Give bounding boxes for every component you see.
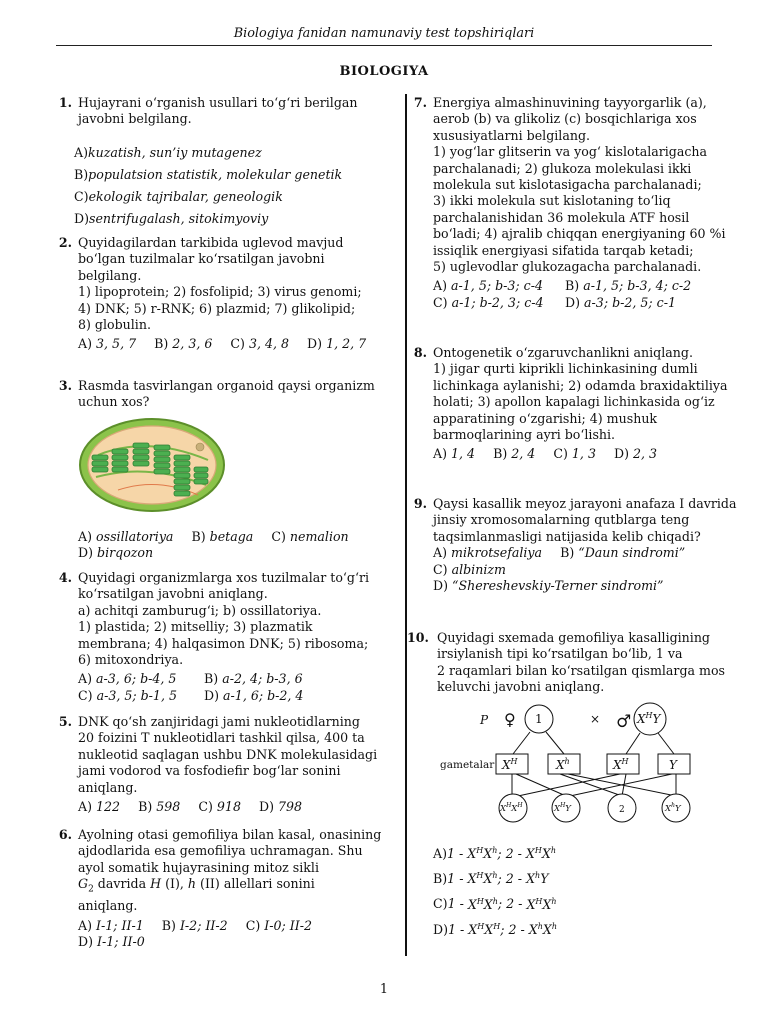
- question-text-line: jami vodorod va fosfodiefir bog‘lar sonini: [78, 763, 341, 779]
- option-c[interactable]: C) nemalion: [271, 528, 349, 544]
- question-3: [58, 378, 378, 562]
- question-7: [413, 95, 733, 311]
- question-text-line: Energiya almashinuvining tayyorgarlik (a),: [433, 95, 707, 110]
- question-number: 10.: [407, 630, 429, 645]
- svg-text:2: 2: [619, 805, 625, 815]
- column-divider: [405, 94, 407, 956]
- p-label: P: [480, 713, 489, 727]
- question-text-line: 20 foizini T nukleotidlari tashkil qilsa, 400 ta: [78, 730, 365, 746]
- option-b[interactable]: B) 598: [138, 799, 181, 815]
- header-rule: [56, 45, 712, 46]
- question-text-line: barmoqlarining ayri bo‘lishi.: [433, 427, 616, 443]
- question-text-line: Qaysi kasallik meyoz jarayoni anafaza I davrida: [433, 496, 737, 511]
- question-text-line: 4) DNK; 5) r-RNK; 6) plazmid; 7) glikolipid;: [78, 300, 356, 316]
- question-text-line: ajdodlarida esa gemofiliya uchramagan. Shu: [78, 843, 363, 859]
- svg-text:XHXH: $X^HX^H$: [500, 802, 523, 814]
- gametes-label: gametalar: [440, 759, 495, 771]
- page-number: 1: [379, 982, 389, 997]
- option-d[interactable]: D) a-1, 6; b-2, 4: [204, 687, 304, 703]
- question-number: 4.: [58, 570, 72, 585]
- option-c[interactable]: C) 1, 3: [553, 446, 596, 462]
- option-c[interactable]: [74, 186, 378, 208]
- option-b[interactable]: [74, 164, 378, 186]
- option-c[interactable]: C) albinizm: [433, 561, 506, 577]
- question-9: [413, 496, 737, 594]
- question-text-line: Quyidagi organizmlarga xos tuzilmalar to‘g‘ri: [78, 570, 370, 585]
- question-number: 6.: [58, 827, 72, 842]
- question-number: 9.: [413, 496, 427, 511]
- option-d[interactable]: D) “Shereshevskiy-Terner sindromi”: [433, 578, 664, 594]
- option-a[interactable]: A) a-1, 5; b-3; c-4: [433, 278, 543, 294]
- option-d[interactable]: D) 2, 3: [613, 446, 658, 462]
- option-b[interactable]: B) “Daun sindromi”: [560, 545, 686, 561]
- option-text: sentrifugalash, sitokimyoviy: [89, 210, 269, 226]
- question-text-line: javobni belgilang.: [78, 111, 192, 127]
- question-text-line: 8) globulin.: [78, 317, 151, 333]
- question-text-line: 2 raqamlari bilan ko‘rsatilgan qismlarga mos: [437, 662, 726, 678]
- question-text-line: issiqlik energiyasi sifatida tarqab ketadi;: [433, 242, 694, 258]
- option-c[interactable]: C) a-3, 5; b-1, 5: [78, 687, 177, 703]
- option-b[interactable]: B) a-2, 4; b-3, 6: [204, 671, 303, 687]
- question-text-line: DNK qo‘sh zanjiridagi jami nukleotidlarning: [78, 714, 360, 729]
- option-key: B): [74, 166, 89, 182]
- option-b[interactable]: $B)1 - X^HX^h$; $2 - X^hY$: [433, 871, 549, 887]
- question-4: [58, 570, 378, 704]
- question-text-line: bo‘lgan tuzilmalar ko‘rsatilgan javobni: [78, 251, 325, 267]
- svg-text:Y: Y: [669, 758, 677, 772]
- option-a[interactable]: $A)1 - X^HX^h$; $2 - X^HX^h$: [433, 846, 556, 862]
- chloroplast-illustration: [78, 415, 228, 515]
- question-text-line: apparatining o‘zgarishi; 4) mushuk: [433, 410, 658, 426]
- female-icon: ♀: [504, 710, 516, 729]
- question-text-line: ko‘rsatilgan javobni aniqlang.: [78, 586, 268, 602]
- option-c[interactable]: C) a-1; b-2, 3; c-4: [433, 294, 544, 310]
- option-d[interactable]: D) a-3; b-2, 5; c-1: [565, 294, 676, 310]
- option-c[interactable]: C) 918: [198, 799, 241, 815]
- question-number: 2.: [58, 235, 72, 250]
- question-text-line: 1) lipoprotein; 2) fosfolipid; 3) virus genomi;: [78, 284, 362, 300]
- question-text-line: Quyidagi sxemada gemofiliya kasalligining: [437, 630, 710, 645]
- question-text-line: membrana; 4) halqasimon DNK; 5) ribosoma;: [78, 635, 369, 651]
- option-a[interactable]: A) 1, 4: [433, 446, 476, 462]
- question-text-line: 1) yog‘lar glitserin va yog‘ kislotalarigacha: [433, 144, 708, 160]
- svg-text:XH: $X^H$: [613, 757, 629, 772]
- option-b[interactable]: B) 2, 4: [493, 446, 536, 462]
- option-a[interactable]: A) I-1; II-1: [78, 917, 144, 933]
- option-d[interactable]: $D)1 - X^HX^H$; $2 - X^hX^h$: [433, 921, 557, 937]
- option-b[interactable]: B) I-2; II-2: [161, 917, 228, 933]
- question-text-line: holati; 3) apollon kapalagi lichinkasida og‘iz: [433, 394, 715, 410]
- svg-text:XH: $X^H$: [502, 757, 518, 772]
- option-a[interactable]: A) a-3, 6; b-4, 5: [78, 671, 177, 687]
- question-text-line: molekula sut kislotasigacha parchalanadi;: [433, 177, 702, 193]
- svg-text:Xh: $X^h$: [556, 757, 570, 772]
- question-text-line: ayol somatik hujayrasining mitoz sikli: [78, 859, 319, 875]
- question-text-line: 6) mitoxondriya.: [78, 652, 184, 668]
- option-text: populatsion statistik, molekular genetik: [88, 166, 343, 182]
- question-text-line: aerob (b) va glikoliz (c) bosqichlariga xos: [433, 111, 697, 127]
- question-text-line: Ayolning otasi gemofiliya bilan kasal, onasining: [78, 827, 382, 842]
- page-header: Biologiya fanidan namunaviy test topshiriqlari: [233, 26, 535, 41]
- svg-text:XHY: $X^HY$: [554, 802, 571, 814]
- parent-2-genotype: $X^HY$: [637, 711, 661, 726]
- question-text-line: 1) plastida; 2) mitselliy; 3) plazmatik: [78, 619, 313, 635]
- option-a[interactable]: [74, 142, 378, 164]
- option-d[interactable]: D) 798: [258, 799, 303, 815]
- option-b[interactable]: B) 2, 3, 6: [154, 336, 213, 352]
- question-text-line: lichinkaga aylanishi; 2) odamda braxidaktiliya: [433, 377, 728, 393]
- option-key: D): [74, 210, 90, 226]
- svg-text:XhY: $X^hY$: [665, 802, 681, 814]
- option-a[interactable]: A) 122: [78, 799, 121, 815]
- question-text-line: 3) ikki molekula sut kislotaning to‘liq: [433, 193, 671, 209]
- question-text-line: irsiylanish tipi ko‘rsatilgan bo‘lib, 1 va: [437, 646, 683, 662]
- option-key: A): [74, 144, 89, 160]
- question-10-options: [433, 840, 733, 941]
- question-number: 8.: [413, 345, 427, 360]
- question-text-line: bo‘ladi; 4) ajralib chiqqan energiyaning 60 %i: [433, 226, 726, 242]
- option-c[interactable]: $C)1 - X^HX^h$; $2 - X^HX^h$: [433, 896, 557, 912]
- question-6: [58, 827, 382, 950]
- question-text-line: 1) jigar qurti kiprikli lichinkasining dumli: [433, 361, 698, 377]
- option-c[interactable]: C) I-0; II-2: [245, 917, 312, 933]
- option-d[interactable]: D) birqozon: [78, 545, 154, 561]
- inheritance-scheme: [436, 700, 706, 830]
- question-text-line: parchalanadi; 2) glukoza molekulasi ikki: [433, 160, 692, 176]
- option-key: C): [74, 188, 89, 204]
- male-icon: ♂: [616, 712, 632, 732]
- question-10: [407, 630, 733, 696]
- question-text-line: jinsiy xromosomalarning qutblarga teng: [433, 512, 690, 528]
- question-number: 5.: [58, 714, 72, 729]
- question-text-line: belgilang.: [78, 267, 142, 283]
- parent-1-label: 1: [535, 712, 543, 726]
- question-number: 7.: [413, 95, 427, 110]
- question-text-line: a) achitqi zamburug‘i; b) ossillatoriya.: [78, 602, 322, 618]
- question-text-line: xususiyatlarni belgilang.: [433, 127, 591, 143]
- page-title: BIOLOGIYA: [339, 64, 429, 79]
- option-d[interactable]: D) 1, 2, 7: [307, 336, 367, 352]
- question-text-line: nukleotid saqlagan ushbu DNK molekulasidagi: [78, 746, 378, 762]
- option-b[interactable]: B) a-1, 5; b-3, 4; c-2: [565, 278, 692, 294]
- question-number: 1.: [58, 95, 72, 110]
- question-number: 3.: [58, 378, 72, 393]
- question-text-line: Rasmda tasvirlangan organoid qaysi organizm: [78, 378, 375, 393]
- question-text-line: uchun xos?: [78, 394, 150, 410]
- question-8: [413, 345, 733, 463]
- option-text: kuzatish, sun’iy mutagenez: [88, 144, 262, 160]
- option-a[interactable]: A) mikrotsefaliya: [433, 545, 543, 561]
- option-d[interactable]: D) I-1; II-0: [78, 933, 145, 949]
- question-text-line: Hujayrani o‘rganish usullari to‘g‘ri berilgan: [78, 95, 358, 110]
- option-c[interactable]: C) 3, 4, 8: [230, 336, 290, 352]
- question-5: [58, 714, 378, 815]
- question-2: [58, 235, 378, 353]
- question-text-line: Ontogenetik o‘zgaruvchanlikni aniqlang.: [433, 345, 693, 360]
- option-d[interactable]: [74, 208, 378, 230]
- question-1: [58, 95, 378, 230]
- option-text: ekologik tajribalar, geneologik: [88, 188, 283, 204]
- question-text-line: taqsimlanmasligi natijasida kelib chiqadi?: [433, 528, 701, 544]
- question-text-line: keluvchi javobni aniqlang.: [437, 679, 605, 695]
- option-b[interactable]: B) betaga: [191, 528, 254, 544]
- cross-sign: ×: [590, 712, 601, 726]
- option-a[interactable]: A) ossillatoriya: [78, 528, 174, 544]
- option-a[interactable]: A) 3, 5, 7: [78, 336, 137, 352]
- question-text-line: $G_2$ davrida H (I), h (II) allellari sonini: [78, 876, 315, 895]
- question-text-line: parchalanishidan 36 molekula ATF hosil: [433, 209, 690, 225]
- question-text-line: 5) uglevodlar glukozagacha parchalanadi.: [433, 259, 702, 275]
- question-text-line: aniqlang.: [78, 898, 138, 914]
- question-text-line: Quyidagilardan tarkibida uglevod mavjud: [78, 235, 344, 250]
- question-text-line: aniqlang.: [78, 779, 138, 795]
